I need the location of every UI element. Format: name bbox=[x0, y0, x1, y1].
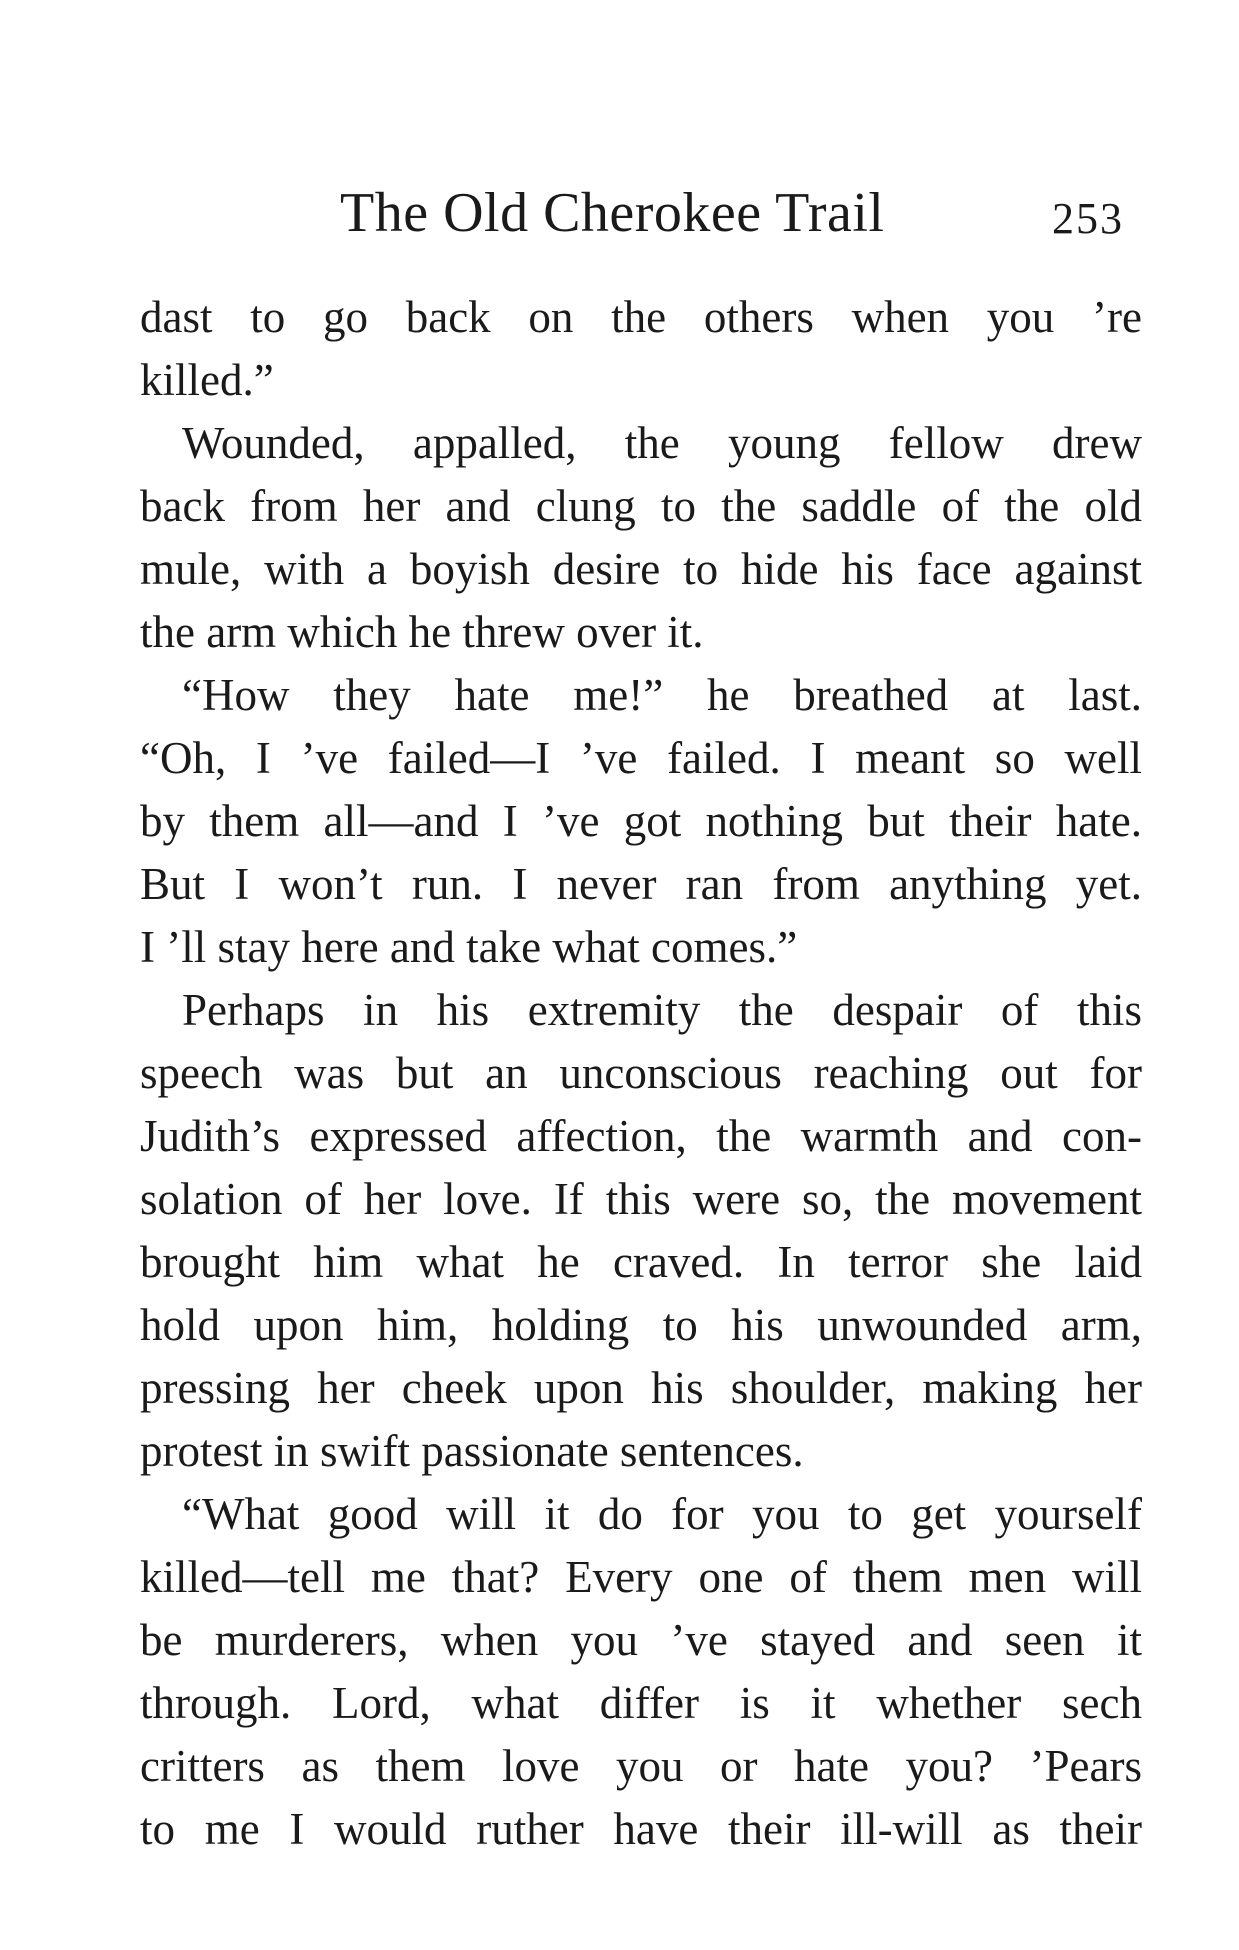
text-line: killed.” bbox=[140, 355, 274, 405]
text-line: pressing her cheek upon his shoulder, making her bbox=[140, 1363, 1142, 1413]
text-line: Judith’s expressed affection, the warmth and con- bbox=[140, 1111, 1142, 1161]
text-line: “What good will it do for you to get yourself bbox=[182, 1489, 1142, 1539]
text-line: solation of her love. If this were so, the movement bbox=[140, 1174, 1142, 1224]
text-line: back from her and clung to the saddle of the old bbox=[140, 481, 1142, 531]
text-line: to me I would ruther have their ill-will as their bbox=[140, 1804, 1142, 1854]
text-line: I ’ll stay here and take what comes.” bbox=[140, 922, 798, 972]
text-line: Perhaps in his extremity the despair of this bbox=[182, 985, 1142, 1035]
body-text bbox=[140, 286, 1142, 1861]
text-line: hold upon him, holding to his unwounded arm, bbox=[140, 1300, 1142, 1350]
text-line: critters as them love you or hate you? ’Pears bbox=[140, 1741, 1142, 1791]
text-line: Wounded, appalled, the young fellow drew bbox=[182, 418, 1142, 468]
text-line: the arm which he threw over it. bbox=[140, 607, 704, 657]
text-line: be murderers, when you ’ve stayed and seen it bbox=[140, 1615, 1142, 1665]
text-line: protest in swift passionate sentences. bbox=[140, 1426, 804, 1476]
text-line: “Oh, I ’ve failed—I ’ve failed. I meant so well bbox=[140, 733, 1142, 783]
text-line: speech was but an unconscious reaching out for bbox=[140, 1048, 1142, 1098]
text-line: brought him what he craved. In terror she laid bbox=[140, 1237, 1142, 1287]
page-number: 253 bbox=[1052, 194, 1124, 243]
text-line: by them all—and I ’ve got nothing but their hate. bbox=[140, 796, 1142, 846]
text-line: mule, with a boyish desire to hide his face against bbox=[140, 544, 1142, 594]
text-line: But I won’t run. I never ran from anything yet. bbox=[140, 859, 1142, 909]
text-line: through. Lord, what differ is it whether sech bbox=[140, 1678, 1142, 1728]
text-line: killed—tell me that? Every one of them men will bbox=[140, 1552, 1142, 1602]
running-title: The Old Cherokee Trail bbox=[340, 182, 885, 244]
text-line: “How they hate me!” he breathed at last. bbox=[182, 670, 1142, 720]
running-head bbox=[0, 178, 1239, 248]
text-line: dast to go back on the others when you ’re bbox=[140, 292, 1142, 342]
